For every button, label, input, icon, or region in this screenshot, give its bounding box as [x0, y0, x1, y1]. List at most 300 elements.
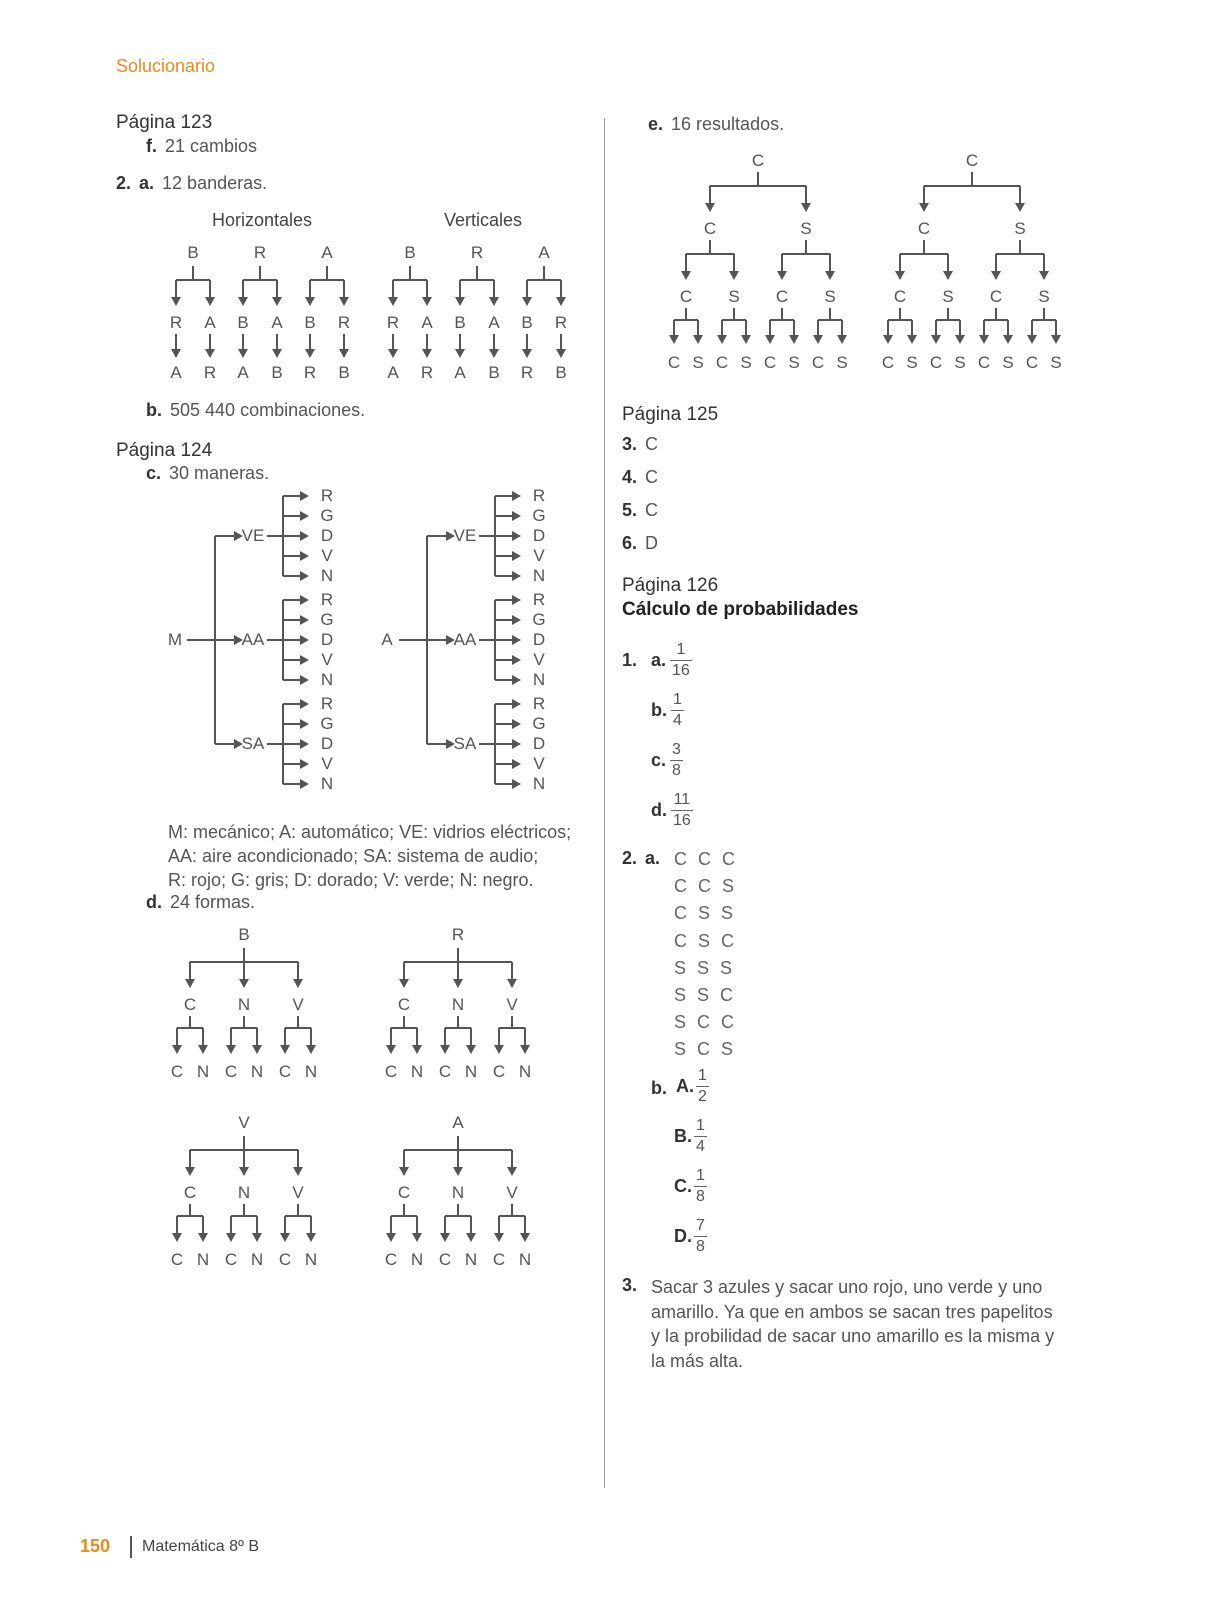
- question-number: 1.: [622, 650, 638, 670]
- arrow-head: [512, 759, 521, 769]
- arrow-head: [306, 1045, 316, 1054]
- arrow-head: [512, 595, 521, 605]
- forms-root-label: V: [238, 1113, 250, 1132]
- arrow-head: [293, 1167, 303, 1176]
- arrow-head: [306, 1233, 316, 1242]
- answer-label: B.: [674, 1126, 692, 1146]
- arrow-head: [494, 1045, 504, 1054]
- answer-label: b.: [651, 700, 667, 720]
- question-2-number: [622, 848, 668, 869]
- flag-root-label: A: [321, 243, 333, 262]
- arrow-head: [512, 571, 521, 581]
- arrow-head: [489, 349, 499, 358]
- arrow-head: [388, 297, 398, 306]
- arrow-head: [399, 1167, 409, 1176]
- legend-line: AA: aire acondicionado; SA: sistema de audio;: [168, 846, 539, 866]
- fraction-answer: [651, 640, 692, 681]
- flag-third-label: R: [520, 363, 534, 382]
- coin-level2-label: C: [775, 287, 789, 306]
- coin-leaf-label: S: [788, 353, 800, 372]
- arrow-head: [198, 1233, 208, 1242]
- coin-leaf-label: S: [906, 353, 918, 372]
- flag-second-label: B: [304, 313, 316, 332]
- coin-leaf-label: C: [881, 353, 895, 372]
- combination: S S C: [674, 985, 737, 1006]
- arrow-head: [239, 1167, 249, 1176]
- flag-second-label: B: [454, 313, 466, 332]
- fraction: [670, 740, 683, 781]
- coin-level2-label: S: [824, 287, 836, 306]
- forms-leaf-label: C: [224, 1062, 238, 1081]
- denominator: 16: [673, 812, 691, 829]
- forms-mid-label: V: [506, 1183, 518, 1202]
- fraction: [694, 1116, 707, 1157]
- car-color-label: G: [532, 506, 546, 525]
- arrow-head: [789, 335, 799, 344]
- question-3-answer: [651, 1275, 1054, 1373]
- forms-root-label: R: [451, 925, 465, 944]
- arrow-head: [512, 655, 521, 665]
- coin-leaf-label: C: [763, 353, 777, 372]
- arrow-head: [979, 335, 989, 344]
- answer-label: C.: [674, 1176, 692, 1196]
- coin-leaf-label: S: [740, 353, 752, 372]
- question-number: 5.: [622, 500, 638, 520]
- arrow-head: [171, 297, 181, 306]
- answer-line: amarillo. Ya que en ambos se sacan tres papelitos: [651, 1301, 1053, 1322]
- car-color-label: G: [320, 714, 334, 733]
- car-color-label: N: [532, 566, 546, 585]
- arrow-head: [300, 595, 309, 605]
- forms-leaf-label: N: [250, 1250, 264, 1269]
- answer-label: e.: [648, 114, 664, 134]
- forms-leaf-label: N: [304, 1250, 318, 1269]
- coin-leaf-label: S: [836, 353, 848, 372]
- arrow-head: [172, 1045, 182, 1054]
- car-color-label: V: [321, 754, 333, 773]
- arrow-head: [422, 297, 432, 306]
- numerator: 1: [671, 690, 684, 711]
- flag-third-label: R: [303, 363, 317, 382]
- question-3-number: [622, 1275, 645, 1296]
- combination-list: [674, 846, 738, 1064]
- arrow-head: [453, 1167, 463, 1176]
- arrow-head: [252, 1045, 262, 1054]
- flag-root-label: B: [187, 243, 199, 262]
- coin-leaf-label: S: [692, 353, 704, 372]
- flag-third-label: A: [387, 363, 399, 382]
- arrow-head: [520, 1233, 530, 1242]
- arrow-head: [252, 1233, 262, 1242]
- arrow-head: [919, 203, 929, 212]
- coin-leaf-label: S: [954, 353, 966, 372]
- arrow-head: [991, 271, 1001, 280]
- forms-leaf-label: C: [170, 1062, 184, 1081]
- car-color-label: V: [321, 546, 333, 565]
- answer-text: 16 resultados.: [671, 114, 785, 134]
- fraction-answer: [674, 1216, 707, 1257]
- horizontales-label: Horizontales: [212, 210, 313, 230]
- arrow-head: [300, 511, 309, 521]
- arrow-head: [205, 349, 215, 358]
- arrow-head: [512, 635, 521, 645]
- arrow-head: [1051, 335, 1061, 344]
- arrow-head: [386, 1233, 396, 1242]
- flag-third-label: A: [170, 363, 182, 382]
- forms-leaf-label: N: [518, 1062, 532, 1081]
- coin-level2-label: S: [728, 287, 740, 306]
- answer-row: [622, 500, 658, 521]
- arrow-head: [455, 349, 465, 358]
- forms-leaf-label: N: [410, 1250, 424, 1269]
- combination: S S S: [674, 957, 736, 978]
- flag-third-label: B: [338, 363, 350, 382]
- legend-line: M: mecánico; A: automático; VE: vidrios eléctricos;: [168, 822, 572, 842]
- arrow-head: [1039, 271, 1049, 280]
- forms-leaf-label: N: [250, 1062, 264, 1081]
- fraction: [694, 1166, 707, 1207]
- arrow-head: [943, 271, 953, 280]
- forms-mid-label: N: [237, 995, 251, 1014]
- arrow-head: [300, 655, 309, 665]
- answer-c: [146, 463, 269, 484]
- arrow-head: [272, 297, 282, 306]
- arrow-head: [185, 1167, 195, 1176]
- arrow-head: [729, 271, 739, 280]
- car-color-label: D: [532, 526, 546, 545]
- flag-second-label: R: [386, 313, 400, 332]
- answer-row: [622, 467, 658, 488]
- numerator: 11: [671, 790, 693, 811]
- arrow-head: [300, 615, 309, 625]
- book-title: Matemática 8º B: [142, 1538, 259, 1555]
- forms-leaf-label: C: [492, 1250, 506, 1269]
- car-feature-label: SA: [453, 734, 477, 753]
- coin-level2-label: S: [1038, 287, 1050, 306]
- forms-leaf-label: N: [518, 1250, 532, 1269]
- coin-level2-label: C: [893, 287, 907, 306]
- car-color-label: R: [320, 486, 334, 505]
- flag-second-label: R: [337, 313, 351, 332]
- answer-text: D: [645, 533, 659, 553]
- arrow-head: [455, 297, 465, 306]
- arrow-head: [305, 297, 315, 306]
- forms-mid-label: C: [397, 995, 411, 1014]
- arrow-head: [238, 349, 248, 358]
- arrow-head: [339, 297, 349, 306]
- answer-label: D.: [674, 1226, 692, 1246]
- arrow-head: [226, 1233, 236, 1242]
- answer-e: [648, 114, 784, 135]
- arrow-head: [300, 531, 309, 541]
- forms-mid-label: C: [183, 995, 197, 1014]
- coin-root-label: C: [965, 151, 979, 170]
- forms-leaf-label: N: [196, 1062, 210, 1081]
- answer-b: [146, 400, 365, 421]
- arrow-head: [238, 297, 248, 306]
- flags-tree-diagram: [160, 238, 580, 388]
- answer-text: 24 formas.: [170, 892, 256, 912]
- coin-leaf-label: S: [1002, 353, 1014, 372]
- arrow-head: [765, 335, 775, 344]
- question-number: 2.: [116, 173, 132, 193]
- car-color-label: D: [532, 630, 546, 649]
- arrow-head: [422, 349, 432, 358]
- coin-level2-label: C: [989, 287, 1003, 306]
- arrow-head: [300, 491, 309, 501]
- arrow-head: [883, 335, 893, 344]
- arrow-head: [226, 1045, 236, 1054]
- car-color-label: G: [320, 610, 334, 629]
- arrow-head: [399, 979, 409, 988]
- fraction-answer: [676, 1066, 709, 1107]
- arrow-head: [705, 203, 715, 212]
- arrow-head: [185, 979, 195, 988]
- arrow-head: [300, 675, 309, 685]
- arrow-head: [339, 349, 349, 358]
- flag-third-label: R: [203, 363, 217, 382]
- arrow-head: [300, 551, 309, 561]
- combination: C S S: [674, 903, 737, 924]
- arrow-head: [453, 979, 463, 988]
- question-2b-label: [651, 1078, 675, 1099]
- arrow-head: [300, 571, 309, 581]
- question-1-number: [622, 650, 645, 671]
- flag-second-label: A: [271, 313, 283, 332]
- flag-third-label: R: [420, 363, 434, 382]
- answer-text: 30 maneras.: [169, 463, 270, 483]
- answer-row: [622, 533, 658, 554]
- denominator: 16: [672, 662, 690, 679]
- flag-root-label: R: [253, 243, 267, 262]
- car-color-label: N: [320, 774, 334, 793]
- car-color-label: N: [320, 566, 334, 585]
- forms-mid-label: C: [397, 1183, 411, 1202]
- coin-level1-label: C: [917, 219, 931, 238]
- coin-level2-label: S: [942, 287, 954, 306]
- arrow-head: [300, 779, 309, 789]
- coin-level1-label: S: [1014, 219, 1026, 238]
- answer-label: b.: [146, 400, 162, 420]
- arrow-head: [388, 349, 398, 358]
- car-color-label: N: [532, 774, 546, 793]
- arrow-head: [801, 203, 811, 212]
- answer-label: c.: [651, 750, 667, 770]
- numerator: 1: [694, 1116, 707, 1137]
- arrow-head: [507, 979, 517, 988]
- forms-leaf-label: N: [304, 1062, 318, 1081]
- answer-text: 505 440 combinaciones.: [170, 400, 366, 420]
- denominator: 4: [673, 712, 682, 729]
- answer-2a: [116, 173, 267, 194]
- arrow-head: [300, 739, 309, 749]
- arrow-head: [494, 1233, 504, 1242]
- arrow-head: [512, 511, 521, 521]
- answer-label: d.: [146, 892, 162, 912]
- car-color-label: R: [532, 590, 546, 609]
- fraction: [671, 790, 693, 831]
- arrow-head: [556, 297, 566, 306]
- arrow-head: [837, 335, 847, 344]
- flag-third-label: A: [237, 363, 249, 382]
- forms-leaf-label: N: [410, 1062, 424, 1081]
- combination: C C S: [674, 876, 738, 897]
- car-color-label: D: [320, 734, 334, 753]
- car-color-label: V: [533, 546, 545, 565]
- car-root-label: M: [167, 630, 183, 649]
- numerator: 1: [670, 640, 692, 661]
- arrow-head: [466, 1233, 476, 1242]
- fraction: [696, 1066, 709, 1107]
- answer-text: C: [645, 434, 659, 454]
- forms-mid-label: N: [237, 1183, 251, 1202]
- arrow-head: [1027, 335, 1037, 344]
- flag-third-label: B: [271, 363, 283, 382]
- coin-root-label: C: [751, 151, 765, 170]
- answer-label: A.: [676, 1076, 694, 1096]
- car-color-label: R: [320, 590, 334, 609]
- arrow-head: [489, 297, 499, 306]
- question-number: 4.: [622, 467, 638, 487]
- arrow-head: [300, 699, 309, 709]
- arrow-head: [741, 335, 751, 344]
- page-124-title: Página 124: [116, 440, 213, 461]
- arrow-head: [280, 1045, 290, 1054]
- denominator: 4: [696, 1138, 705, 1155]
- answer-label: c.: [146, 463, 162, 483]
- answer-row: [622, 434, 658, 455]
- arrow-head: [1015, 203, 1025, 212]
- arrow-head: [1003, 335, 1013, 344]
- car-root-label: A: [381, 630, 393, 649]
- answer-line: Sacar 3 azules y sacar uno rojo, uno verde y uno: [651, 1277, 1043, 1297]
- page-126-title: Página 126: [622, 575, 719, 596]
- answer-text: C: [645, 500, 659, 520]
- car-color-label: G: [320, 506, 334, 525]
- car-feature-label: AA: [241, 630, 265, 649]
- arrow-head: [466, 1045, 476, 1054]
- arrow-head: [825, 271, 835, 280]
- flag-root-label: A: [538, 243, 550, 262]
- question-number: 6.: [622, 533, 638, 553]
- arrow-head: [895, 271, 905, 280]
- column-divider: [604, 118, 605, 1488]
- forms-leaf-label: C: [384, 1062, 398, 1081]
- arrow-head: [669, 335, 679, 344]
- header-title: Solucionario: [116, 56, 216, 76]
- question-number: 3.: [622, 1275, 638, 1295]
- flag-second-label: A: [488, 313, 500, 332]
- verticales-label: Verticales: [444, 210, 523, 230]
- arrow-head: [293, 979, 303, 988]
- arrow-head: [813, 335, 823, 344]
- flag-third-label: B: [488, 363, 500, 382]
- forms-leaf-label: N: [196, 1250, 210, 1269]
- arrow-head: [512, 531, 521, 541]
- answer-text: 21 cambios: [165, 136, 258, 156]
- answer-label: f.: [146, 136, 157, 156]
- forms-leaf-label: C: [224, 1250, 238, 1269]
- coin-level2-label: C: [679, 287, 693, 306]
- fraction: [670, 640, 692, 681]
- car-color-label: G: [532, 714, 546, 733]
- car-color-label: R: [532, 486, 546, 505]
- flag-root-label: R: [470, 243, 484, 262]
- numerator: 1: [694, 1166, 707, 1187]
- forms-leaf-label: C: [492, 1062, 506, 1081]
- car-color-label: D: [320, 630, 334, 649]
- question-number: 3.: [622, 434, 638, 454]
- arrow-head: [931, 335, 941, 344]
- arrow-head: [172, 1233, 182, 1242]
- car-color-label: N: [532, 670, 546, 689]
- arrow-head: [522, 297, 532, 306]
- arrow-head: [205, 297, 215, 306]
- arrow-head: [681, 271, 691, 280]
- arrow-head: [272, 349, 282, 358]
- car-color-label: D: [532, 734, 546, 753]
- coin-leaf-label: C: [715, 353, 729, 372]
- forms-leaf-label: C: [438, 1062, 452, 1081]
- answer-label: a.: [139, 173, 155, 193]
- arrow-head: [512, 615, 521, 625]
- arrow-head: [239, 979, 249, 988]
- fraction-answer: [651, 690, 684, 731]
- fraction-answer: [651, 790, 693, 831]
- forms-mid-label: V: [506, 995, 518, 1014]
- car-color-label: N: [320, 670, 334, 689]
- question-number: 2.: [622, 848, 638, 868]
- car-color-label: D: [320, 526, 334, 545]
- flag-third-label: A: [454, 363, 466, 382]
- forms-leaf-label: N: [464, 1062, 478, 1081]
- car-options-tree-diagram: [165, 488, 585, 810]
- answer-text: C: [645, 467, 659, 487]
- answer-line: la más alta.: [651, 1350, 744, 1371]
- fraction-answer: [674, 1116, 707, 1157]
- arrow-head: [507, 1167, 517, 1176]
- forms-mid-label: V: [292, 1183, 304, 1202]
- arrow-head: [512, 699, 521, 709]
- car-feature-label: VE: [453, 526, 477, 545]
- footer-separator: [130, 1536, 132, 1558]
- forms-root-label: A: [452, 1113, 464, 1132]
- arrow-head: [520, 1045, 530, 1054]
- fraction: [694, 1216, 707, 1257]
- arrow-head: [512, 779, 521, 789]
- flag-second-label: R: [554, 313, 568, 332]
- answer-f: [146, 136, 257, 157]
- arrow-head: [300, 635, 309, 645]
- arrow-head: [512, 491, 521, 501]
- forms-leaf-label: C: [438, 1250, 452, 1269]
- car-color-label: R: [532, 694, 546, 713]
- answer-line: y la probilidad de sacar uno amarillo es la misma y: [651, 1326, 1055, 1346]
- car-feature-label: VE: [241, 526, 265, 545]
- combination: C S C: [674, 930, 738, 951]
- arrow-head: [512, 551, 521, 561]
- forms-leaf-label: C: [384, 1250, 398, 1269]
- page-125-title: Página 125: [622, 404, 719, 425]
- arrow-head: [717, 335, 727, 344]
- arrow-head: [693, 335, 703, 344]
- denominator: 8: [696, 1238, 705, 1255]
- coin-leaf-label: C: [977, 353, 991, 372]
- fraction: [671, 690, 684, 731]
- arrow-head: [512, 675, 521, 685]
- arrow-head: [512, 719, 521, 729]
- car-color-label: V: [321, 650, 333, 669]
